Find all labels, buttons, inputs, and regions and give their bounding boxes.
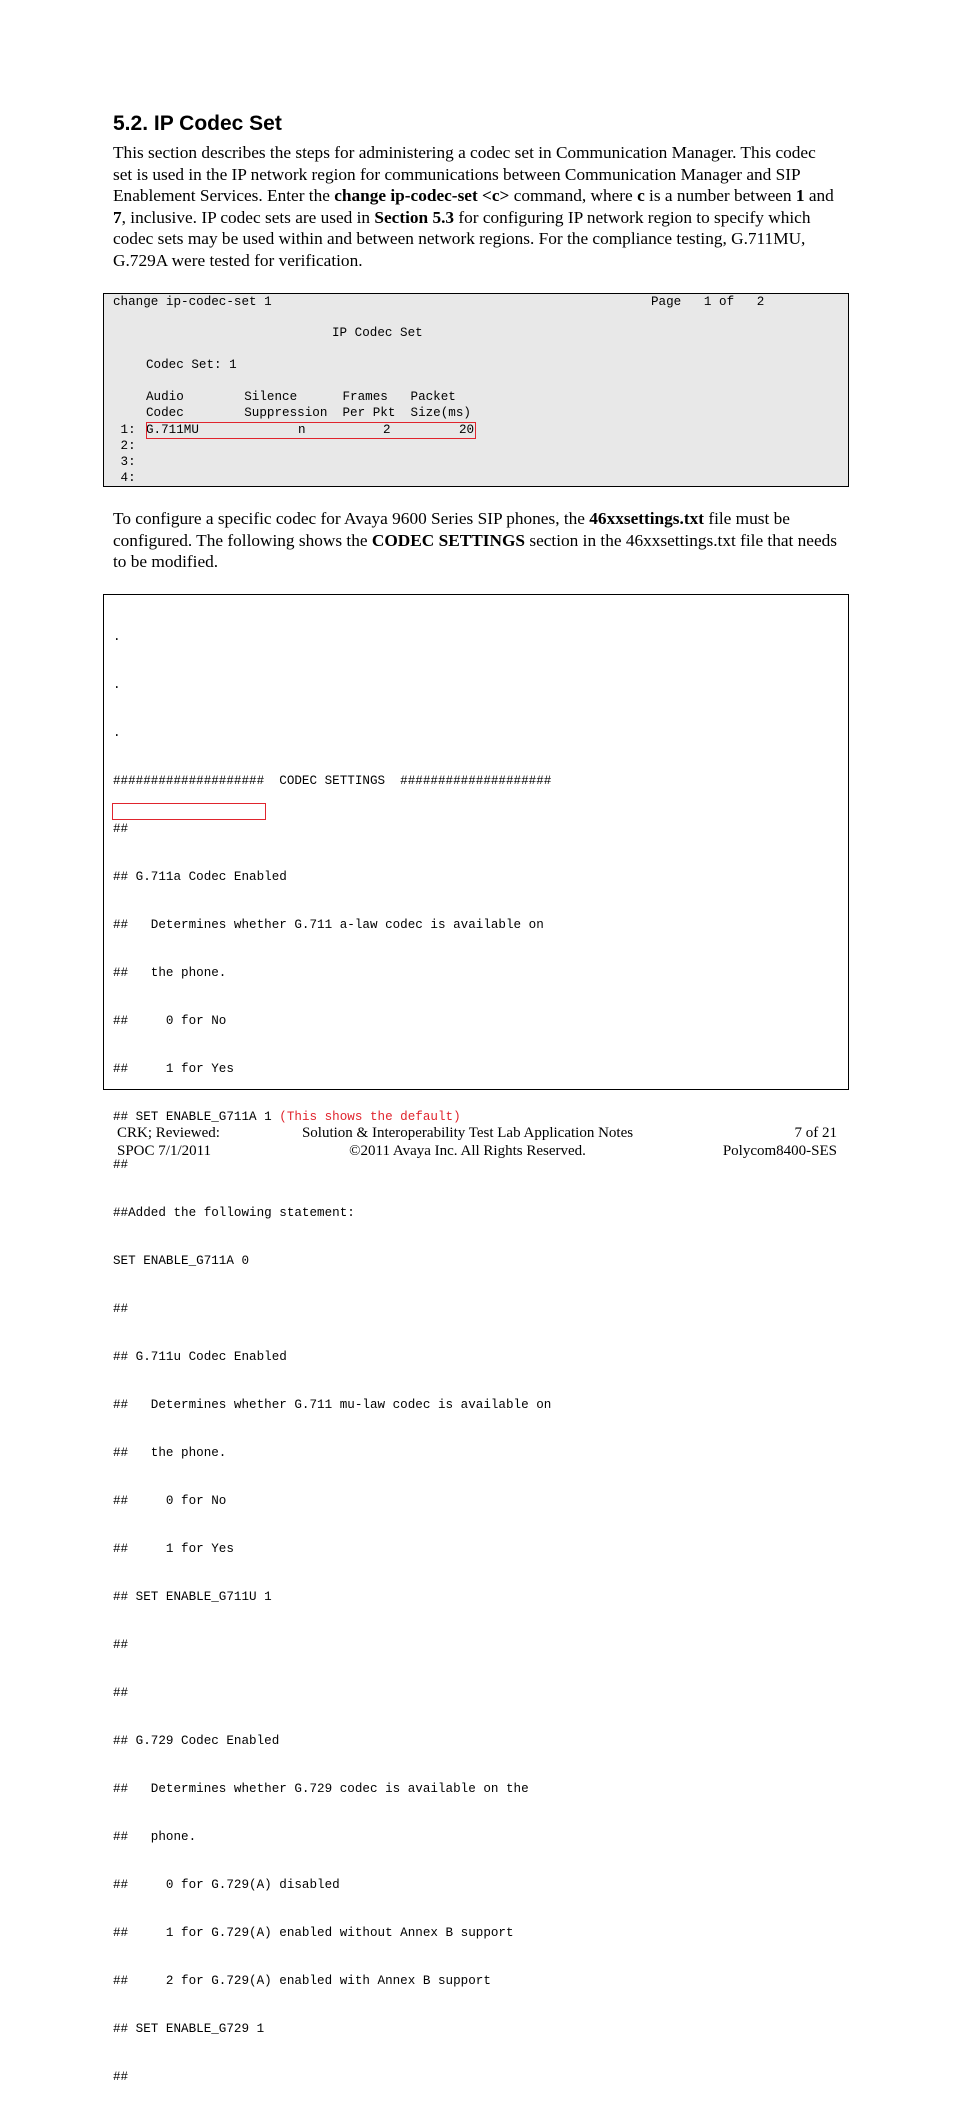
file-line: ## [113,1302,129,1316]
row1-codec: G.711MU [146,423,199,437]
codec-row-highlight [146,422,476,439]
file-line: ## the phone. [113,966,227,980]
file-line: ## [113,1686,129,1700]
file-line: ## SET ENABLE_G711U 1 [113,1590,272,1604]
file-line: ## 1 for Yes [113,1542,234,1556]
file-line: ## Determines whether G.729 codec is available on the [113,1782,529,1796]
settings-file-lines [113,597,551,2117]
file-line: ## 0 for No [113,1494,227,1508]
default-note: (This shows the default) [279,1110,461,1124]
row-number: 2: [113,439,136,453]
file-line: . [113,630,121,644]
file-line: ## 0 for G.729(A) disabled [113,1878,340,1892]
row-number: 3: [113,455,136,469]
file-line: ##Added the following statement: [113,1206,355,1220]
codec-screen-panel [103,293,849,487]
row-number: 4: [113,471,136,485]
file-line: ## 2 for G.729(A) enabled with Annex B support [113,1974,491,1988]
file-line: . [113,726,121,740]
file-line-default: ## SET ENABLE_G711A 1 (This shows the default) [113,1110,461,1124]
file-line: ## the phone. [113,1446,227,1460]
file-line: ## 0 for No [113,1014,227,1028]
file-line: ## [113,1158,129,1172]
file-line: ## Determines whether G.711 mu-law codec is available on [113,1398,552,1412]
column-header-row1: Audio Silence Frames Packet [146,390,456,404]
file-line: ## [113,822,129,836]
settings-paragraph: To configure a specific codec for Avaya 9600 Series SIP phones, the 46xxsettings.txt file must be configured. The following shows the CODEC SETTINGS section in the 46xxsettings.txt file that needs to be modified. [113,509,838,571]
file-line: . [113,678,121,692]
codec-set-label: Codec Set: 1 [146,358,237,372]
file-line: ## SET ENABLE_G729 1 [113,2022,265,2036]
codec-settings-banner: #################### CODEC SETTINGS #################### [113,774,552,788]
screen-command: change ip-codec-set 1 [113,295,272,309]
footer-right: 7 of 21 Polycom8400-SES [722,1125,837,1159]
file-line: ## G.711a Codec Enabled [113,870,287,884]
column-header-row2: Codec Suppression Per Pkt Size(ms) [146,406,471,420]
footer-left: CRK; Reviewed: SPOC 7/1/2011 [117,1125,220,1159]
file-line: ## phone. [113,1830,197,1844]
screen-page-label: Page 1 of 2 [651,295,765,309]
added-statement: SET ENABLE_G711A 0 [113,1254,250,1268]
file-line: ## 1 for Yes [113,1062,234,1076]
intro-paragraph: This section describes the steps for administering a codec set in Communication Manager. This codec set is used in the IP network region for communications between Communication Manager and SIP Enablement Services. Enter the change ip-codec-set <c> command, where c is a number between 1 and 7, inclusive. IP codec sets are used in Section 5.3 for configuring IP network region to specify which codec sets may be used within and between network regions. For the compliance testing, G.711MU, G.729A were tested for verification. [113,143,834,270]
footer-center: Solution & Interoperability Test Lab Application Notes ©2011 Avaya Inc. All Rights Reserved. [301,1125,634,1159]
added-statement-highlight [112,803,266,820]
section-heading: 5.2. IP Codec Set [113,112,282,135]
file-line: ## G.729 Codec Enabled [113,1734,280,1748]
row1-size: 20 [459,423,475,437]
file-line: ## [113,1638,129,1652]
file-line: ## [113,2070,129,2084]
row1-frames: 2 [383,423,391,437]
row-number: 1: [113,423,136,437]
file-line: ## 1 for G.729(A) enabled without Annex B support [113,1926,514,1940]
file-line: ## G.711u Codec Enabled [113,1350,287,1364]
screen-title: IP Codec Set [332,326,423,340]
file-line: ## Determines whether G.711 a-law codec is available on [113,918,544,932]
row1-silence: n [298,423,306,437]
